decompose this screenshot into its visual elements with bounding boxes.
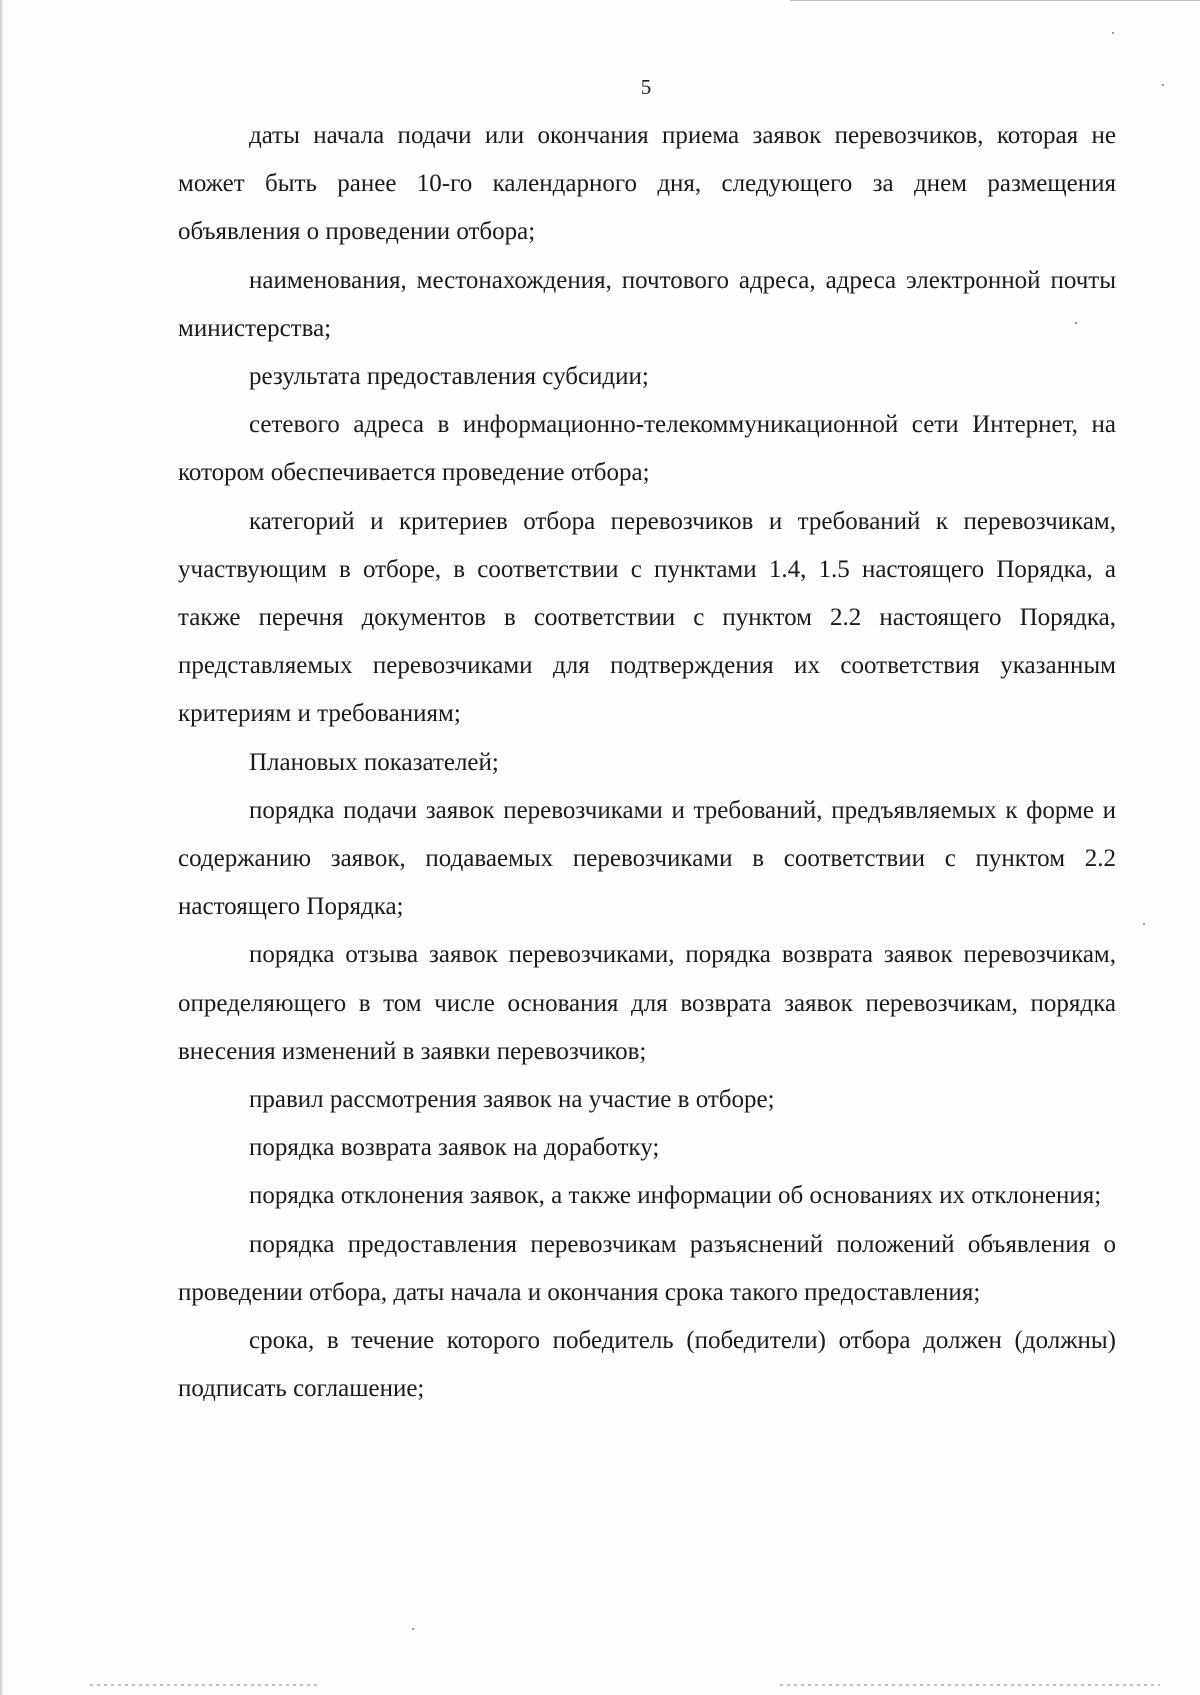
scan-speck — [1112, 32, 1114, 34]
paragraph-application-procedure: порядка подачи заявок перевозчиками и требований, предъявляемых к форме и содержанию заявок, подаваемых перевозчиками в соответствии с пунктом 2.2 настоящего Порядка; — [178, 796, 1116, 921]
paragraph-withdrawal-procedure: порядка отзыва заявок перевозчиками, порядка возврата заявок перевозчикам, определяющего в том числе основания для возврата заявок перевозчикам, порядка внесения изменений в заявки перевозчиков; — [178, 941, 1116, 1065]
paragraph-rejection-procedure: порядка отклонения заявок, а также информации об основаниях их отклонения; — [249, 1182, 1102, 1210]
scan-top-line — [790, 0, 1200, 1]
paragraph-return-for-revision: порядка возврата заявок на доработку; — [249, 1134, 660, 1162]
document-body — [178, 112, 1116, 1413]
paragraph-clarifications: порядка предоставления перевозчикам разъяснений положений объявления о проведении отбора, даты начала и окончания срока такого предоставления; — [178, 1230, 1116, 1306]
scan-left-edge — [0, 0, 3, 1695]
paragraph-network-address: сетевого адреса в информационно-телекоммуникационной сети Интернет, на котором обеспечивается проведение отбора; — [178, 411, 1116, 487]
paragraph-planned-indicators: Плановых показателей; — [249, 748, 499, 776]
paragraph-subsidy-result: результата предоставления субсидии; — [249, 363, 649, 391]
paragraph-categories-criteria: категорий и критериев отбора перевозчиков и требований к перевозчикам, участвующим в отборе, в соответствии с пунктами 1.4, 1.5 настоящего Порядка, а также перечня документов в соответствии с пунктом 2.2 настоящего Порядка, представляемых перевозчиками для подтверждения их соответствия указанным критериям и требованиям; — [178, 507, 1116, 728]
paragraph-agreement-deadline: срока, в течение которого победитель (победители) отбора должен (должны) подписать соглашение; — [178, 1327, 1116, 1403]
paragraph-review-rules: правил рассмотрения заявок на участие в отборе; — [249, 1086, 775, 1114]
scan-bottom-noise-right — [780, 1684, 1160, 1686]
scan-speck — [412, 1628, 414, 1630]
scan-speck — [1143, 923, 1145, 925]
paragraph-submission-dates: даты начала подачи или окончания приема заявок перевозчиков, которая не может быть ранее 10-го календарного дня, следующего за днем размещения объявления о проведении отбора; — [178, 122, 1116, 246]
scan-bottom-noise-left — [90, 1684, 320, 1686]
paragraph-ministry-contacts: наименования, местонахождения, почтового адреса, адреса электронной почты министерства; — [178, 266, 1116, 342]
page-number: 5 — [640, 75, 652, 99]
